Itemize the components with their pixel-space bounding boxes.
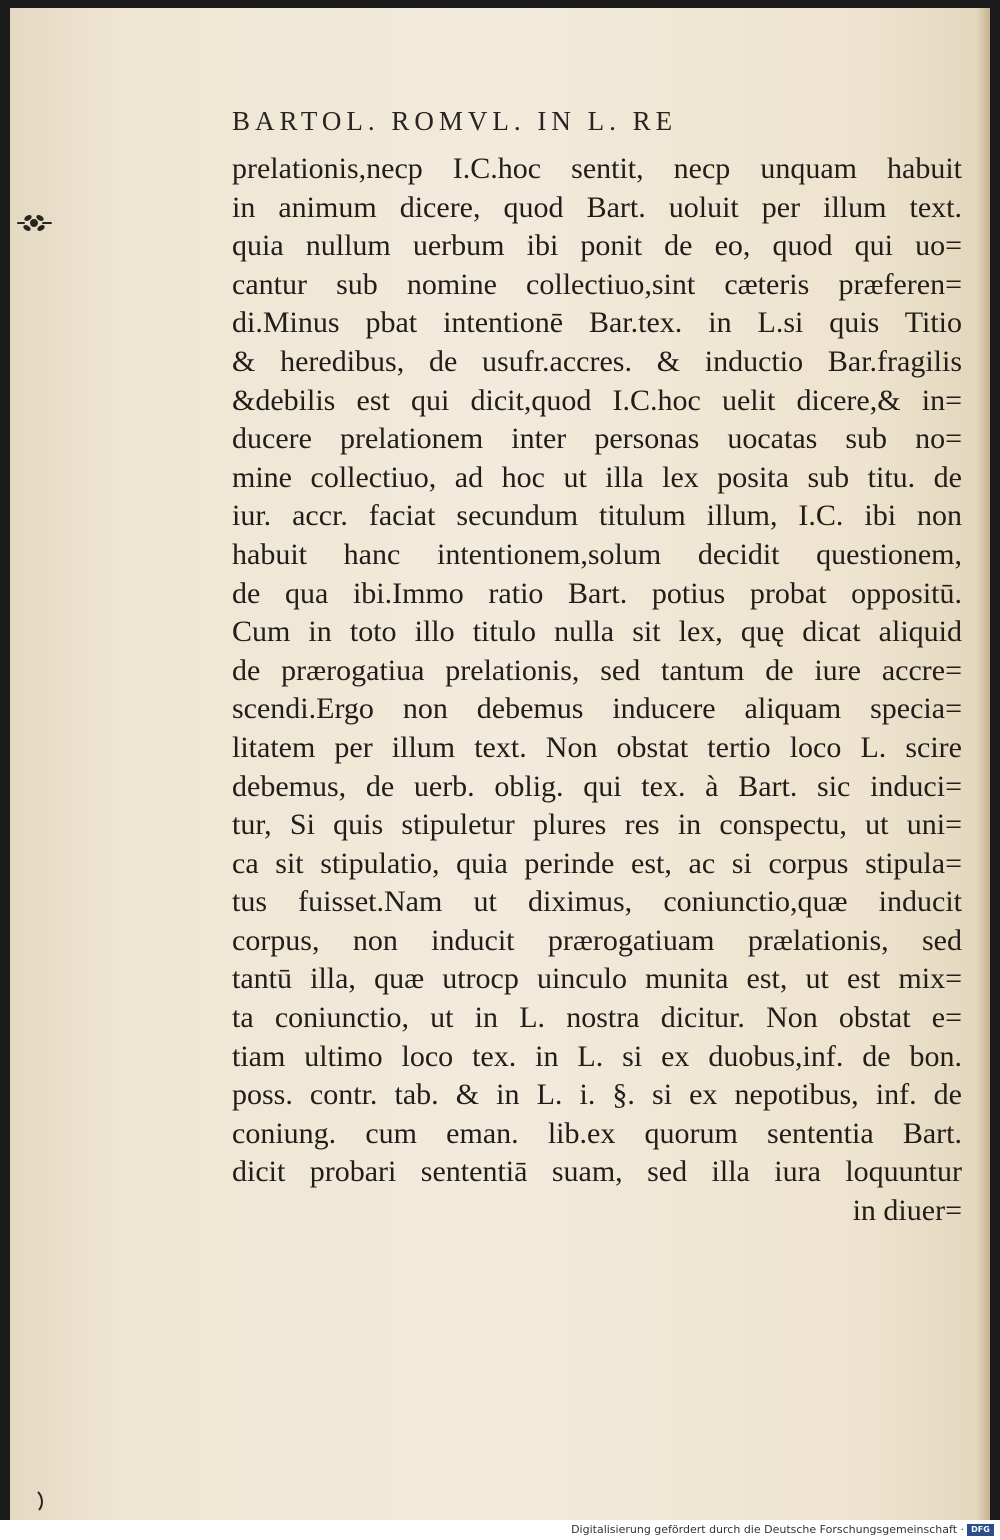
text-line: ducere prelationem inter personas uocatas sub no= — [232, 422, 962, 456]
text-line: in animum dicere, quod Bart. uoluit per illum text. — [232, 190, 962, 224]
text-line: coniung. cum eman. lib.ex quorum sententia Bart. — [232, 1116, 962, 1150]
dfg-logo[interactable]: DFG — [967, 1524, 994, 1536]
text-line: prelationis,necp I.C.hoc sentit, necp unquam habuit — [232, 152, 962, 185]
text-line: dicit probari sententiā suam, sed illa iura loquuntur — [232, 1155, 962, 1189]
page-edge-shadow — [976, 8, 990, 1520]
text-line: cantur sub nomine collectiuo,sint cæteris præferen= — [232, 267, 962, 301]
funding-credit: Digitalisierung gefördert durch die Deutsche Forschungsgemeinschaft · — [571, 1523, 964, 1536]
text-line: & heredibus, de usufr.accres. & inductio Bar.fragilis — [232, 344, 962, 378]
text-line: tus fuisset.Nam ut diximus, coniunctio,quæ inducit — [232, 885, 962, 919]
text-line: Cum in toto illo titulo nulla sit lex, quę dicat aliquid — [232, 615, 962, 649]
text-line: mine collectiuo, ad hoc ut illa lex posita sub titu. de — [232, 460, 962, 494]
text-line: litatem per illum text. Non obstat tertio loco L. scire — [232, 730, 962, 764]
text-line: quia nullum uerbum ibi ponit de eo, quod qui uo= — [232, 229, 962, 263]
text-line: iur. accr. faciat secundum titulum illum, I.C. ibi non — [232, 499, 962, 533]
text-line: de qua ibi.Immo ratio Bart. potius probat oppositū. — [232, 576, 962, 610]
text-line: tantū illa, quæ utrocp uinculo munita est, ut est mix= — [232, 962, 962, 996]
text-line: ca sit stipulatio, quia perinde est, ac si corpus stipula= — [232, 846, 962, 880]
text-line: corpus, non inducit prærogatiuam prælationis, sed — [232, 923, 962, 957]
text-line: debemus, de uerb. oblig. qui tex. à Bart. sic induci= — [232, 769, 962, 803]
footer-bar — [0, 1520, 1000, 1540]
text-line: habuit hanc intentionem,solum decidit questionem, — [232, 537, 962, 571]
body-text — [232, 150, 962, 1231]
text-line: de prærogatiua prelationis, sed tantum de iure accre= — [232, 653, 962, 687]
text-line: tiam ultimo loco tex. in L. si ex duobus,inf. de bon. — [232, 1039, 962, 1073]
text-line: di.Minus pbat intentionē Bar.tex. in L.si quis Titio — [232, 306, 962, 340]
running-head: BARTOL. ROMVL. IN L. RE — [232, 106, 678, 136]
flower-ornament-icon — [14, 208, 54, 238]
catchword: in diuer= — [852, 1194, 962, 1228]
margin-mark-icon — [34, 1490, 48, 1512]
text-line: tur, Si quis stipuletur plures res in conspectu, ut uni= — [232, 808, 962, 842]
text-line: scendi.Ergo non debemus inducere aliquam specia= — [232, 692, 962, 726]
text-line: poss. contr. tab. & in L. i. §. si ex nepotibus, inf. de — [232, 1078, 962, 1112]
text-line: ta coniunctio, ut in L. nostra dicitur. Non obstat e= — [232, 1001, 962, 1035]
text-line: &debilis est qui dicit,quod I.C.hoc uelit dicere,& in= — [232, 383, 962, 417]
